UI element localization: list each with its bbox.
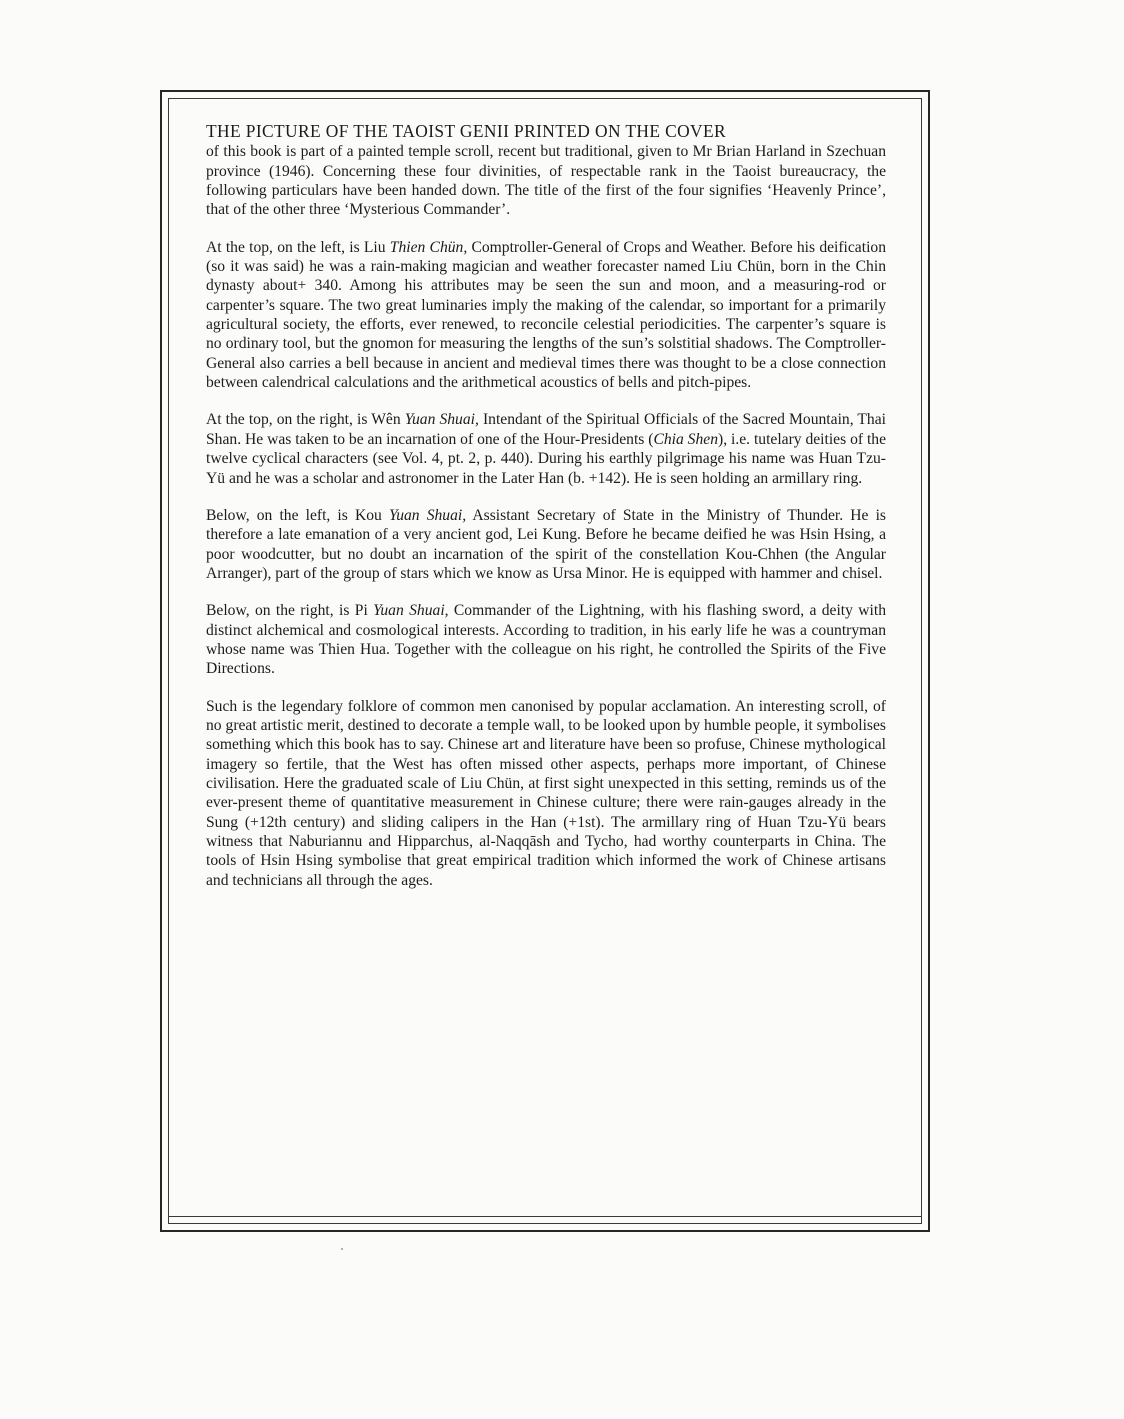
text-run: Assistant Secretary of State in the Ministry of Thunder. He is therefore a late emanation of a very ancient god, Lei Kung. Before he became deified he was Hsin Hsing, a poor woodcutter, but no doubt an incarnation of the spirit of the constellation Kou-Chhen (the Angular Arranger), part of the group of stars which we know as Ursa Minor. He is equipped with hammer and chisel. — [206, 506, 886, 582]
intro-text: of this book is part of a painted temple scroll, recent but traditional, given to Mr Brian Harland in Szechuan province (1946). Concerning these four divinities, of respectable rank in the Taoist bureaucracy, the following particulars have been handed down. The title of the first of the four signifies ‘Heavenly Prince’, that of the other three ‘Mysterious Commander’. — [206, 143, 886, 219]
text-run: At the top, on the left, is Liu — [206, 238, 390, 256]
paragraph-pi-yuan-shuai — [206, 601, 886, 678]
text-run: Intendant of the Spiritual Officials of the Sacred Mountain, Thai Shan. He was taken to be an incarnation of one of the Hour-Presidents ( — [206, 411, 886, 448]
text-run: Below, on the right, is Pi — [206, 602, 374, 620]
scan-speck — [341, 1248, 343, 1250]
text-run: Comptroller-General of Crops and Weather. Before his deification (so it was said) he was a rain-making magician and weather forecaster named Liu Chün, born in the Chin dynasty about+ 340. Among his attributes may be seen the sun and moon, and a measuring-rod or carpenter’s square. The two great luminaries imply the making of the calendar, so important for a primarily agricultural society, the efforts, ever renewed, to reconcile celestial periodicities. The carpenter’s square is no ordinary tool, but the gnomon for measuring the lengths of the sun’s solstitial shadows. The Comptroller-General also carries a bell because in ancient and medieval times there was thought to be a close connection between calendrical calculations and the arithmetical acoustics of bells and pitch-pipes. — [206, 238, 886, 392]
paragraph-conclusion: Such is the legendary folklore of common men canonised by popular acclamation. An interesting scroll, of no great artistic merit, destined to decorate a temple wall, to be looked upon by humble people, it symbolises something which this book has to say. Chinese art and literature have been so profuse, Chinese mythological imagery so fertile, that the West has often missed other aspects, perhaps more important, of Chinese civilisation. Here the graduated scale of Liu Chün, at first sight unexpected in this setting, reminds us of the ever-present theme of quantitative measurement in Chinese culture; there were rain-gauges already in the Sung (+12th century) and sliding calipers in the Han (+1st). The armillary ring of Huan Tzu-Yü bears witness that Naburiannu and Hipparchus, al-Naqqāsh and Tycho, had worthy counterparts in China. The tools of Hsin Hsing symbolise that great empirical tradition which informed the work of Chinese artisans and technicians all through the ages. — [206, 697, 886, 889]
paragraph-wen-yuan-shuai — [206, 410, 886, 487]
paragraph-liu-thien-chun — [206, 238, 886, 393]
deity-title: Yuan Shuai, — [388, 506, 467, 524]
text-run: At the top, on the right, is Wên — [206, 411, 405, 429]
term-chia-shen: Chia Shen — [653, 430, 718, 448]
cover-note-text — [206, 122, 886, 890]
text-run: Below, on the left, is Kou — [206, 506, 389, 524]
paragraph-kou-yuan-shuai — [206, 506, 886, 583]
text-run: ), i.e. tutelary deities of the twelve cyclical characters (see Vol. 4, pt. 2, p. 440). During his earthly pilgrimage his name was Huan Tzu-Yü and he was a scholar and astronomer in the Later Han (b. +142). He is seen holding an armillary ring. — [206, 430, 887, 487]
paragraph-intro — [206, 122, 886, 220]
deity-title: Thien Chün, — [389, 238, 468, 256]
heading-caps: THE PICTURE OF THE TAOIST GENII PRINTED ON THE COVER — [206, 121, 727, 141]
bottom-double-rule — [168, 1216, 922, 1217]
deity-title: Yuan Shuai, — [373, 602, 449, 620]
deity-title: Yuan Shuai, — [404, 411, 479, 429]
text-run: Commander of the Lightning, with his flashing sword, a deity with distinct alchemical and cosmological interests. According to tradition, in his early life he was a countryman whose name was Thien Hua. Together with the colleague on his right, he controlled the Spirits of the Five Directions. — [206, 602, 886, 678]
